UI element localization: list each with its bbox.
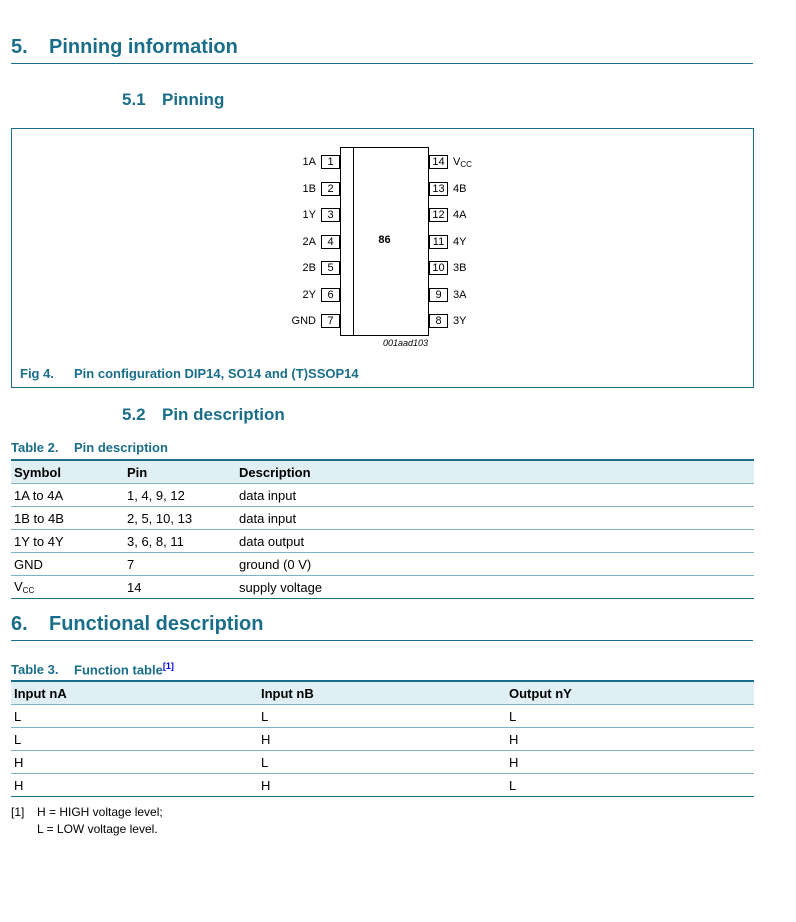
column-header: Input nA — [11, 681, 258, 705]
table-cell — [11, 774, 258, 797]
pin-box-8: 8 — [429, 314, 448, 328]
section-number: 5.2 — [122, 405, 146, 424]
cell-text: H — [261, 777, 271, 793]
cell-text: L — [509, 777, 517, 793]
pin-box-2: 2 — [321, 182, 340, 196]
footnote-marker: [1] — [11, 805, 25, 819]
column-header: Output nY — [506, 681, 754, 705]
section-title: Pin description — [162, 405, 285, 424]
pin-label — [453, 209, 466, 221]
cell-text: data input — [239, 510, 297, 526]
table-caption — [11, 660, 174, 677]
section-number: 6. — [11, 613, 28, 635]
pin-name: 4A — [453, 209, 467, 221]
footnote-link[interactable]: [1] — [162, 661, 174, 671]
figure-number: Fig 4. — [20, 366, 54, 381]
pin-box-10: 10 — [429, 261, 448, 275]
pin-label: 1B — [302, 182, 316, 195]
figure-pin-configuration — [11, 128, 754, 388]
divider — [11, 640, 753, 641]
pin-label: 2A — [302, 235, 316, 248]
drawing-id: 001aad103 — [383, 338, 429, 348]
pin-label — [453, 183, 466, 195]
cell-text: data input — [239, 487, 297, 503]
pin-label — [453, 315, 466, 327]
table-cell — [124, 507, 236, 530]
table-cell — [11, 553, 124, 576]
pin-box-6: 6 — [321, 288, 340, 302]
column-header: Symbol — [11, 460, 124, 484]
chip-label: 86 — [378, 234, 391, 246]
table-cell — [506, 728, 754, 751]
cell-text: L — [261, 708, 269, 724]
figure-caption — [20, 366, 359, 381]
table-cell — [11, 530, 124, 553]
table-cell — [11, 576, 124, 599]
pin-label — [453, 262, 466, 274]
cell-text: H — [14, 754, 24, 770]
table-row — [11, 484, 754, 507]
pin-description-table — [11, 459, 754, 599]
pin-box-11: 11 — [429, 235, 448, 249]
pin-label: 1A — [302, 156, 316, 168]
table-cell — [124, 576, 236, 599]
footnote-line-2: L = LOW voltage level. — [37, 822, 158, 836]
section-number: 5. — [11, 36, 28, 58]
table-number: Table 2. — [11, 440, 59, 455]
cell-text: 14 — [127, 579, 142, 595]
column-header: Input nB — [258, 681, 506, 705]
pin-box-13: 13 — [429, 182, 448, 196]
pin-box-1: 1 — [321, 155, 340, 169]
cell-text: V — [14, 579, 23, 594]
pin-name: V — [453, 156, 461, 168]
pin-box-9: 9 — [429, 288, 448, 302]
pin-label — [453, 156, 472, 169]
pin-box-5: 5 — [321, 261, 340, 275]
pin-name: 3A — [453, 288, 467, 301]
cell-text: H — [509, 731, 519, 747]
cell-text: ground (0 V) — [239, 556, 312, 572]
section-title: Pinning — [162, 90, 225, 109]
table-cell — [258, 705, 506, 728]
table-header-row — [11, 460, 754, 484]
cell-text: L — [509, 708, 517, 724]
section-number: 5.1 — [122, 90, 146, 109]
chip-body — [340, 147, 429, 336]
pin-box-4: 4 — [321, 235, 340, 249]
table-cell — [11, 751, 258, 774]
table-cell — [506, 774, 754, 797]
pin-label — [453, 236, 466, 248]
pin-name: 4Y — [453, 235, 467, 248]
section-heading-5 — [11, 36, 238, 59]
table-cell — [258, 774, 506, 797]
pin-box-14: 14 — [429, 155, 448, 169]
pin-name: 4B — [453, 182, 467, 195]
table-cell — [506, 751, 754, 774]
table-cell — [124, 484, 236, 507]
cell-text: supply voltage — [239, 579, 323, 595]
table-row — [11, 774, 754, 797]
table-row — [11, 705, 754, 728]
pin-label — [453, 289, 466, 301]
subsection-heading-5-1 — [122, 90, 224, 110]
pin-name: 3B — [453, 262, 467, 274]
figure-caption-text: Pin configuration DIP14, SO14 and (T)SSOP14 — [74, 366, 359, 381]
table-cell — [11, 705, 258, 728]
pin-label: 1Y — [302, 209, 316, 221]
cell-text: data output — [239, 533, 305, 549]
cell-text: 3, 6, 8, 11 — [127, 533, 184, 549]
section-title: Pinning information — [49, 36, 238, 58]
pin-label: 2B — [302, 262, 316, 274]
cell-text: L — [14, 731, 22, 747]
table-cell — [11, 507, 124, 530]
table-row — [11, 507, 754, 530]
table-cell — [258, 751, 506, 774]
footnote-line-1: H = HIGH voltage level; — [37, 805, 163, 819]
cell-text: 7 — [127, 556, 135, 572]
cell-text: 1A to 4A — [14, 487, 64, 503]
section-heading-6 — [11, 613, 263, 636]
table-cell — [236, 507, 754, 530]
table-cell — [11, 728, 258, 751]
table-cell — [11, 484, 124, 507]
table-cell — [236, 553, 754, 576]
table-row — [11, 530, 754, 553]
table-title: Function table — [74, 662, 163, 678]
cell-text: H — [509, 754, 519, 770]
cell-text: L — [261, 754, 269, 770]
cell-subscript: CC — [22, 586, 35, 595]
pin-name-subscript: CC — [460, 160, 472, 169]
cell-text: GND — [14, 556, 43, 572]
table-cell — [236, 576, 754, 599]
table-cell — [236, 484, 754, 507]
table-row — [11, 728, 754, 751]
section-title: Functional description — [49, 613, 264, 635]
table-cell — [258, 728, 506, 751]
cell-text: 1, 4, 9, 12 — [127, 487, 185, 503]
table-caption — [11, 440, 168, 455]
cell-text: 1Y to 4Y — [14, 533, 64, 549]
pin-label: GND — [291, 315, 316, 327]
table-cell — [236, 530, 754, 553]
subsection-heading-5-2 — [122, 405, 285, 425]
divider — [11, 63, 753, 64]
table-number: Table 3. — [11, 662, 59, 678]
pin-box-12: 12 — [429, 208, 448, 222]
pin-name: 3Y — [453, 315, 467, 327]
pin-box-7: 7 — [321, 314, 340, 328]
cell-text: L — [14, 708, 22, 724]
table-cell — [124, 530, 236, 553]
cell-text: 2, 5, 10, 13 — [127, 510, 193, 526]
cell-text: H — [261, 731, 271, 747]
cell-text: H — [14, 777, 24, 793]
pin-box-3: 3 — [321, 208, 340, 222]
table-row — [11, 553, 754, 576]
table-cell — [506, 705, 754, 728]
table-row — [11, 751, 754, 774]
function-table — [11, 680, 754, 797]
table-row — [11, 576, 754, 599]
cell-text: 1B to 4B — [14, 510, 64, 526]
pin-label: 2Y — [302, 288, 316, 301]
column-header: Description — [236, 460, 754, 484]
column-header: Pin — [124, 460, 236, 484]
table-header-row — [11, 681, 754, 705]
table-cell — [124, 553, 236, 576]
table-title: Pin description — [74, 440, 168, 455]
